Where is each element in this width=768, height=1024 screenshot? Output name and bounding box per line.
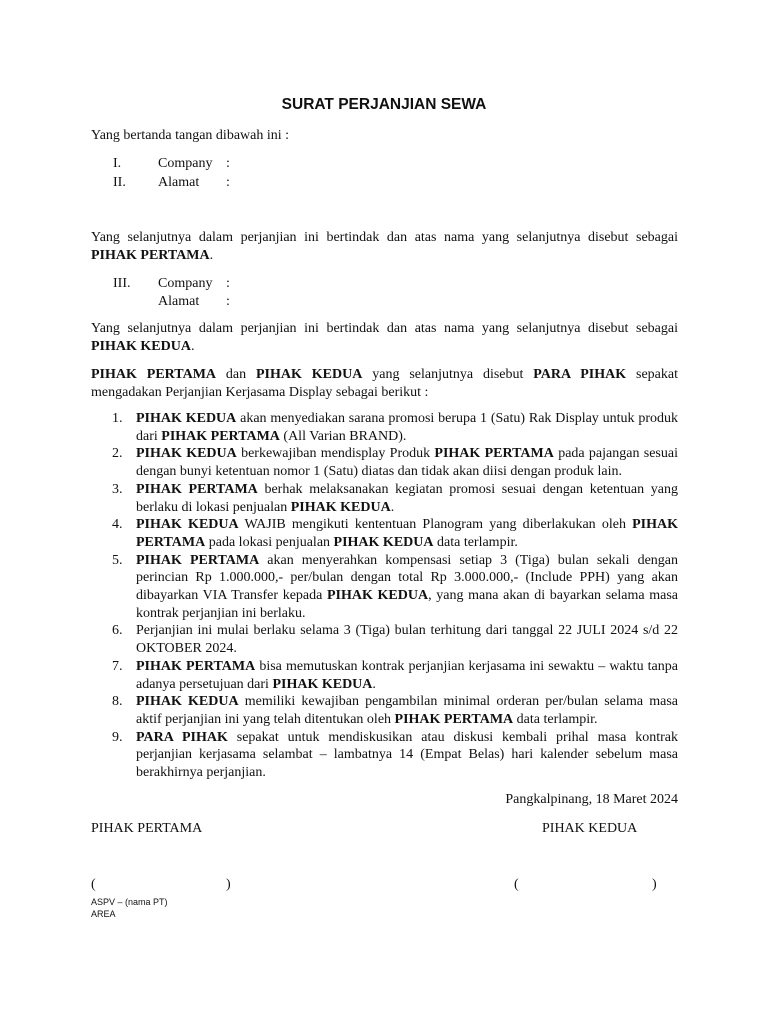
party2-address-colon: : [226,294,230,309]
clause-item [91,622,678,657]
clause-text: , yang mana akan di bayarkan selama masa kontrak perjanjian ini berlaku. [136,588,678,621]
clause-party-term: PIHAK PERTAMA [394,711,514,727]
signature-bracket-close-party1: ) [226,877,231,892]
party2-statement-text: Yang selanjutnya dalam perjanjian ini bertindak dan atas nama yang selanjutnya disebut sebagai [91,321,678,336]
party2-company-number: III. [113,276,131,291]
party2-address-row [0,293,768,311]
agreement-intro [91,366,678,402]
clause-party-term: PIHAK KEDUA [136,517,239,533]
party1-address-colon: : [226,175,230,190]
clause-party-term: PIHAK KEDUA [272,676,373,692]
clause-party-term: PIHAK PERTAMA [161,428,280,444]
party2-statement-end: . [190,339,195,354]
party2-company-row [0,275,768,293]
signature-area-party1: AREA [91,909,116,919]
party2-company-label: Company [158,276,213,291]
signature-bracket-open-party1: ( [91,877,96,892]
clause-number: 2. [112,446,123,462]
signature-role-party1: ASPV – (nama PT) [91,897,168,907]
clause-item [91,481,678,516]
clause-number: 3. [112,481,123,497]
clause-item [91,410,678,445]
clause-party-term: PIHAK KEDUA [136,446,237,462]
party2-statement [91,320,678,356]
clause-text: pada pajangan sesuai dengan bunyi ketentuan nomor 1 (Satu) diatas dan tidak akan diisi dengan produk lain. [136,446,678,480]
clause-text: memiliki kewajiban pengambilan minimal orderan per/bulan selama masa aktif perjanjian ini yang telah ditentukan oleh [136,694,679,727]
clause-number: 5. [112,552,123,568]
clause-text: bisa memutuskan kontrak perjanjian kerjasama ini sewaktu – waktu tanpa adanya persetujuan dari [136,658,678,692]
intro-text: Yang bertanda tangan dibawah ini : [91,128,290,143]
document-title: SURAT PERJANJIAN SEWA [281,96,487,113]
clause-party-term: PIHAK KEDUA [327,588,429,604]
agreement-intro-text2: yang selanjutnya disebut [362,367,534,382]
signature-label-party2: PIHAK KEDUA [542,821,638,836]
signature-bracket-close-party2: ) [652,877,657,892]
party1-statement-end: . [209,248,214,263]
clause-item [91,516,678,551]
party1-company-colon: : [226,156,230,171]
clause-number: 4. [112,517,123,533]
agreement-intro-text3: sepakat mengadakan Perjanjian Kerjasama Display sebagai berikut : [91,367,679,400]
agreement-intro-party2: PIHAK KEDUA [256,367,363,382]
clause-item [91,693,678,728]
clause-text: sepakat untuk mendiskusikan atau diskusi kembali prihal masa kontrak perjanjian kerjasama selambat – lambatnya 14 (Empat Belas) hari kalender sebelum masa berakhirnya perjanjian. [136,729,678,781]
agreement-intro-parties: PARA PIHAK [533,367,627,382]
clause-number: 1. [112,411,123,426]
agreement-intro-party1: PIHAK PERTAMA [91,367,217,382]
clause-party-term: PIHAK KEDUA [333,534,434,550]
party1-company-number: I. [113,156,122,171]
party1-statement [91,229,678,265]
signature-bracket-open-party2: ( [514,877,519,892]
agreement-intro-text1: dan [216,367,256,382]
clause-party-term: PIHAK PERTAMA [136,481,258,497]
clause-party-term: PIHAK PERTAMA [136,517,678,550]
party1-designation: PIHAK PERTAMA [91,248,210,263]
party2-address-label: Alamat [158,294,200,309]
party2-designation: PIHAK KEDUA [91,339,191,354]
clause-item [91,658,678,693]
clause-text: berhak melaksanakan kegiatan promosi sesuai dengan ketentuan yang berlaku di lokasi penjualan [136,481,678,515]
clause-text: . [390,499,395,515]
place-date: Pangkalpinang, 18 Maret 2024 [505,792,678,807]
clause-number: 6. [112,623,123,639]
clause-party-term: PIHAK PERTAMA [136,552,260,568]
clause-party-term: PIHAK PERTAMA [434,446,554,462]
clause-party-term: PIHAK KEDUA [136,411,237,426]
clause-text: Perjanjian ini mulai berlaku selama 3 (Tiga) bulan terhitung dari tanggal 22 JULI 2024 s/d 22 OKTOBER 2024. [136,623,678,657]
clause-text: akan menyerahkan kompensasi setiap 3 (Tiga) bulan sekali dengan perincian Rp 1.000.000,- per/bulan dengan total Rp 3.000.000,- (Include PPH) yang akan dibayarkan VIA Transfer kepada [136,552,678,604]
party1-company-row [0,155,768,173]
clause-number: 7. [112,658,123,674]
clause-item [91,552,678,623]
clause-text: akan menyediakan sarana promosi berupa 1 (Satu) Rak Display untuk produk dari [136,411,678,444]
clause-text: WAJIB mengikuti kententuan Planogram yang diberlakukan oleh [238,517,633,533]
clause-text: berkewajiban mendisplay Produk [236,446,435,462]
party1-company-label: Company [158,156,213,171]
clause-party-term: PIHAK KEDUA [136,694,239,710]
clause-number: 9. [112,729,123,745]
clause-text: (All Varian BRAND). [279,428,407,444]
clause-party-term: PIHAK KEDUA [290,499,391,515]
clause-party-term: PARA PIHAK [136,729,228,745]
party2-company-colon: : [226,276,230,291]
party1-address-number: II. [113,175,126,190]
party1-address-label: Alamat [158,175,200,190]
party1-address-row [0,174,768,192]
clause-number: 8. [112,694,123,710]
clause-item [91,729,678,782]
clause-list [91,410,678,782]
clause-text: pada lokasi penjualan [205,534,334,550]
clause-text: data terlampir. [513,711,598,727]
clause-item [91,445,678,480]
clause-text: . [372,676,376,692]
clause-party-term: PIHAK PERTAMA [136,658,256,674]
signature-label-party1: PIHAK PERTAMA [91,821,203,836]
party1-statement-text: Yang selanjutnya dalam perjanjian ini bertindak dan atas nama yang selanjutnya disebut sebagai [91,230,678,245]
clause-text: data terlampir. [433,534,518,550]
